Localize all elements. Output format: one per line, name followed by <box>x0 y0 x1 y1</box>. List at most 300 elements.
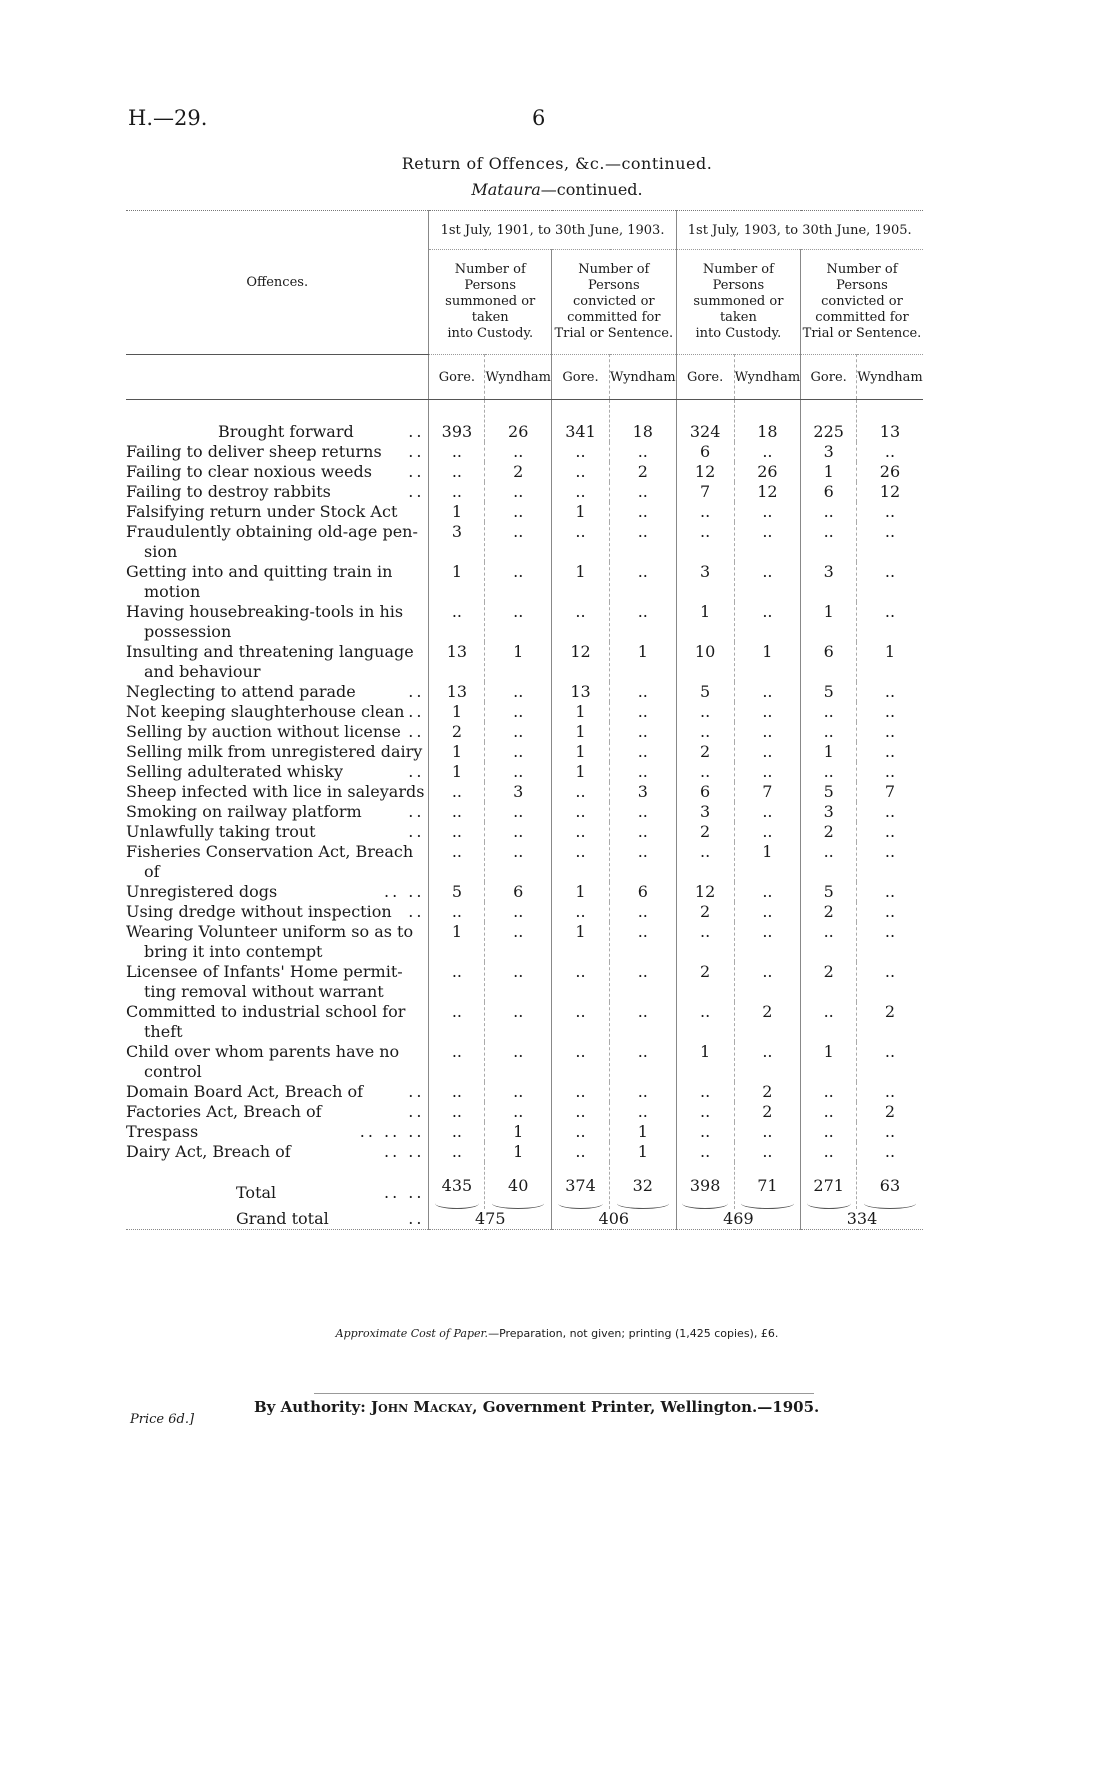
offences-header: Offences. <box>126 211 429 355</box>
count-cell: .. <box>734 502 801 522</box>
col-wyndham-convicted-2: Wyndham <box>857 355 923 400</box>
dot-leader <box>397 502 424 522</box>
table-row <box>126 1002 923 1042</box>
count-cell: .. <box>734 742 801 762</box>
count-cell: .. <box>857 1122 923 1142</box>
count-cell: 5 <box>801 882 857 902</box>
count-cell: .. <box>734 722 801 742</box>
col-wyndham-summoned-1: Wyndham <box>485 355 552 400</box>
count-cell: 3 <box>676 562 734 602</box>
count-cell: 2 <box>676 962 734 1002</box>
count-cell: .. <box>676 762 734 782</box>
count-cell: .. <box>552 442 610 462</box>
offence-cell <box>126 762 429 782</box>
count-cell: .. <box>676 702 734 722</box>
count-cell: 6 <box>610 882 677 902</box>
table-row <box>126 722 923 742</box>
count-cell: .. <box>429 602 485 642</box>
offence-cell <box>126 1142 429 1162</box>
subtitle-suffix: —continued. <box>540 180 643 199</box>
offence-cell <box>126 742 429 762</box>
count-cell: .. <box>734 922 801 962</box>
count-cell: .. <box>734 702 801 722</box>
offence-label: Wearing Volunteer uniform so as to <box>126 922 414 941</box>
count-cell: 1 <box>429 562 485 602</box>
count-cell: .. <box>485 1002 552 1042</box>
offence-cell <box>126 882 429 902</box>
offence-label: Child over whom parents have no <box>126 1042 400 1061</box>
offence-label: Licensee of Infants' Home permit- <box>126 962 403 981</box>
convicted-header-2: Number of Persons convicted or committed for Trial or Sentence. <box>801 250 923 355</box>
offence-label-continuation: possession <box>144 622 232 641</box>
cost-note-label: Approximate Cost of Paper. <box>335 1327 489 1340</box>
count-cell: .. <box>801 502 857 522</box>
count-cell: 3 <box>429 522 485 562</box>
authority-prefix: By Authority: <box>254 1398 366 1416</box>
count-cell: 2 <box>676 902 734 922</box>
count-cell: .. <box>552 462 610 482</box>
count-cell: .. <box>801 522 857 562</box>
count-cell: 1 <box>676 1042 734 1082</box>
offence-label-continuation: ting removal without warrant <box>144 982 384 1001</box>
count-cell: 3 <box>801 442 857 462</box>
subtitle-district: Mataura <box>471 180 541 199</box>
count-cell: .. <box>676 1082 734 1102</box>
count-cell: 2 <box>801 902 857 922</box>
count-cell: .. <box>485 822 552 842</box>
count-cell: 2 <box>857 1002 923 1042</box>
count-cell: 2 <box>429 722 485 742</box>
offence-label: Failing to deliver sheep returns <box>126 442 382 461</box>
offence-label: Insulting and threatening language <box>126 642 414 661</box>
count-cell: .. <box>857 762 923 782</box>
count-cell: .. <box>552 1122 610 1142</box>
count-cell: .. <box>429 1102 485 1122</box>
offences-table <box>126 210 923 1230</box>
count-cell: 7 <box>676 482 734 502</box>
count-cell: .. <box>485 902 552 922</box>
count-cell: .. <box>801 842 857 882</box>
count-cell: .. <box>552 782 610 802</box>
count-cell: 3 <box>801 802 857 822</box>
offence-cell <box>126 902 429 922</box>
offence-label-continuation: bring it into contempt <box>144 942 323 961</box>
count-cell: .. <box>610 822 677 842</box>
offence-label-continuation: control <box>144 1062 202 1081</box>
count-cell: 2 <box>610 462 677 482</box>
dot-leader: .. <box>408 762 425 781</box>
col-wyndham-convicted-1: Wyndham <box>610 355 677 400</box>
count-cell: .. <box>734 562 801 602</box>
count-cell: .. <box>801 1122 857 1142</box>
total-value: 63 <box>857 1162 923 1209</box>
count-cell: 5 <box>801 682 857 702</box>
count-cell: .. <box>610 482 677 502</box>
count-cell: 2 <box>676 822 734 842</box>
count-cell: .. <box>429 902 485 922</box>
count-cell: 324 <box>676 400 734 443</box>
count-cell: 12 <box>676 462 734 482</box>
table-row <box>126 1142 923 1162</box>
count-cell: .. <box>610 1042 677 1082</box>
count-cell: .. <box>485 602 552 642</box>
dot-leader: .. <box>408 442 425 461</box>
count-cell: 1 <box>552 722 610 742</box>
total-row <box>126 1162 923 1209</box>
dot-leader: .. <box>408 682 425 701</box>
count-cell: 1 <box>801 1042 857 1082</box>
count-cell: .. <box>676 502 734 522</box>
grand-total-value: 406 <box>552 1209 677 1230</box>
table-row <box>126 962 923 1002</box>
offence-label: Dairy Act, Breach of <box>126 1142 291 1161</box>
count-cell: .. <box>801 722 857 742</box>
page-reference: H.—29. <box>128 106 208 130</box>
count-cell: .. <box>552 482 610 502</box>
count-cell: .. <box>801 1082 857 1102</box>
count-cell: .. <box>429 842 485 882</box>
count-cell: .. <box>485 682 552 702</box>
count-cell: 3 <box>676 802 734 822</box>
count-cell: 1 <box>552 762 610 782</box>
dot-leader: .. <box>408 1102 425 1121</box>
grand-total-label: Grand total <box>236 1209 329 1228</box>
count-cell: .. <box>485 762 552 782</box>
dot-leader <box>399 1042 424 1062</box>
table-row <box>126 802 923 822</box>
offence-cell <box>126 1002 429 1042</box>
count-cell: .. <box>485 1082 552 1102</box>
summoned-header-2: Number of Persons summoned or taken into Custody. <box>676 250 801 355</box>
dot-leader: .. <box>408 802 425 821</box>
count-cell: .. <box>857 742 923 762</box>
dot-leader: .. <box>408 822 425 841</box>
count-cell: 18 <box>734 400 801 443</box>
count-cell: .. <box>734 902 801 922</box>
total-leader: .. .. <box>384 1182 425 1202</box>
count-cell: 1 <box>552 562 610 602</box>
count-cell: 1 <box>552 922 610 962</box>
offence-label: Committed to industrial school for <box>126 1002 406 1021</box>
offence-label: Neglecting to attend parade <box>126 682 356 701</box>
offence-cell <box>126 822 429 842</box>
count-cell: 6 <box>676 782 734 802</box>
offence-cell <box>126 702 429 722</box>
count-cell: 2 <box>801 962 857 1002</box>
offence-cell <box>126 602 429 642</box>
document-subtitle <box>0 180 1114 199</box>
count-cell: 26 <box>734 462 801 482</box>
offence-cell <box>126 722 429 742</box>
document-title: Return of Offences, &c.—continued. <box>401 154 713 173</box>
offence-cell <box>126 562 429 602</box>
count-cell: .. <box>857 702 923 722</box>
offence-label: Unlawfully taking trout <box>126 822 316 841</box>
offence-label: Selling adulterated whisky <box>126 762 343 781</box>
count-cell: .. <box>429 962 485 1002</box>
col-gore-summoned-1: Gore. <box>429 355 485 400</box>
count-cell: 1 <box>429 762 485 782</box>
count-cell: .. <box>857 962 923 1002</box>
count-cell: .. <box>676 1002 734 1042</box>
count-cell: .. <box>610 522 677 562</box>
count-cell: .. <box>485 1042 552 1082</box>
count-cell: 341 <box>552 400 610 443</box>
offences-table-body <box>126 400 923 1163</box>
total-label: Total <box>236 1182 277 1202</box>
count-cell: 1 <box>552 882 610 902</box>
offence-cell <box>126 502 429 522</box>
table-row <box>126 602 923 642</box>
dot-leader <box>414 642 425 662</box>
table-row <box>126 462 923 482</box>
dot-leader <box>413 842 424 862</box>
offence-label-continuation: and behaviour <box>144 662 261 681</box>
count-cell: 1 <box>552 742 610 762</box>
table-row <box>126 562 923 602</box>
table-row <box>126 1122 923 1142</box>
count-cell: 18 <box>610 400 677 443</box>
table-row <box>126 782 923 802</box>
count-cell: .. <box>734 802 801 822</box>
grand-total-label-cell <box>126 1209 429 1230</box>
count-cell: .. <box>857 442 923 462</box>
table-row <box>126 1082 923 1102</box>
count-cell: .. <box>801 702 857 722</box>
count-cell: 5 <box>801 782 857 802</box>
count-cell: .. <box>734 602 801 642</box>
count-cell: .. <box>676 1122 734 1142</box>
count-cell: .. <box>485 742 552 762</box>
count-cell: .. <box>734 762 801 782</box>
grand-total-value: 475 <box>429 1209 552 1230</box>
count-cell: .. <box>485 442 552 462</box>
count-cell: .. <box>485 522 552 562</box>
count-cell: .. <box>552 522 610 562</box>
count-cell: .. <box>734 1142 801 1162</box>
count-cell: .. <box>610 802 677 822</box>
count-cell: 1 <box>857 642 923 682</box>
count-cell: .. <box>429 822 485 842</box>
offence-label-continuation: theft <box>144 1022 183 1041</box>
offence-label: Smoking on railway platform <box>126 802 362 821</box>
count-cell: .. <box>485 922 552 962</box>
count-cell: .. <box>676 922 734 962</box>
count-cell: .. <box>857 822 923 842</box>
count-cell: 3 <box>610 782 677 802</box>
offence-label: Using dredge without inspection <box>126 902 392 921</box>
count-cell: 3 <box>801 562 857 602</box>
count-cell: .. <box>857 902 923 922</box>
count-cell: .. <box>676 842 734 882</box>
count-cell: 2 <box>734 1002 801 1042</box>
count-cell: .. <box>610 962 677 1002</box>
count-cell: 26 <box>857 462 923 482</box>
count-cell: .. <box>429 462 485 482</box>
count-cell: 13 <box>429 642 485 682</box>
count-cell: .. <box>552 802 610 822</box>
table-row <box>126 522 923 562</box>
count-cell: .. <box>857 682 923 702</box>
count-cell: .. <box>857 562 923 602</box>
count-cell: 26 <box>485 400 552 443</box>
count-cell: .. <box>552 602 610 642</box>
count-cell: .. <box>429 1122 485 1142</box>
count-cell: .. <box>552 902 610 922</box>
dot-leader: .. <box>408 702 425 721</box>
count-cell: .. <box>429 1042 485 1082</box>
count-cell: .. <box>552 842 610 882</box>
table-row <box>126 482 923 502</box>
count-cell: 1 <box>610 1142 677 1162</box>
total-value: 374 <box>552 1162 610 1209</box>
dot-leader <box>392 562 424 582</box>
table-row <box>126 902 923 922</box>
count-cell: .. <box>857 1142 923 1162</box>
dot-leader: .. .. .. <box>359 1122 425 1141</box>
count-cell: .. <box>552 1002 610 1042</box>
count-cell: .. <box>734 882 801 902</box>
offence-label: Failing to destroy rabbits <box>126 482 331 501</box>
dot-leader: .. <box>408 722 425 741</box>
summoned-header-1: Number of Persons summoned or taken into Custody. <box>429 250 552 355</box>
total-value: 71 <box>734 1162 801 1209</box>
count-cell: .. <box>429 1002 485 1042</box>
count-cell: 1 <box>676 602 734 642</box>
count-cell: 12 <box>676 882 734 902</box>
count-cell: .. <box>610 742 677 762</box>
count-cell: .. <box>485 502 552 522</box>
count-cell: 1 <box>734 642 801 682</box>
count-cell: 10 <box>676 642 734 682</box>
offence-label: Selling by auction without license <box>126 722 401 741</box>
count-cell: 1 <box>429 742 485 762</box>
count-cell: .. <box>857 602 923 642</box>
count-cell: .. <box>485 722 552 742</box>
count-cell: .. <box>485 482 552 502</box>
count-cell: .. <box>610 562 677 602</box>
count-cell: 12 <box>552 642 610 682</box>
dot-leader: .. <box>408 482 425 501</box>
count-cell: 1 <box>429 922 485 962</box>
count-cell: 1 <box>801 462 857 482</box>
count-cell: 1 <box>552 502 610 522</box>
offence-label-continuation: motion <box>144 582 201 601</box>
page-number: 6 <box>532 106 546 130</box>
count-cell: 6 <box>676 442 734 462</box>
table-row <box>126 1102 923 1122</box>
count-cell: 1 <box>734 842 801 882</box>
count-cell: 1 <box>429 702 485 722</box>
offence-label: Selling milk from unregistered dairy <box>126 742 423 761</box>
dot-leader: .. .. <box>384 882 425 901</box>
offence-label: Domain Board Act, Breach of <box>126 1082 364 1101</box>
count-cell: 12 <box>734 482 801 502</box>
count-cell: .. <box>429 802 485 822</box>
count-cell: .. <box>485 1102 552 1122</box>
count-cell: 6 <box>801 482 857 502</box>
offence-label: Unregistered dogs <box>126 882 278 901</box>
grand-total-row <box>126 1209 923 1230</box>
count-cell: 3 <box>485 782 552 802</box>
count-cell: .. <box>857 882 923 902</box>
offence-label: Falsifying return under Stock Act <box>126 502 398 521</box>
count-cell: 2 <box>857 1102 923 1122</box>
total-value: 40 <box>485 1162 552 1209</box>
count-cell: 1 <box>485 1142 552 1162</box>
count-cell: 1 <box>485 642 552 682</box>
dot-leader: .. <box>408 1082 425 1101</box>
offences-header-spacer <box>126 355 429 400</box>
count-cell: 2 <box>801 822 857 842</box>
offence-cell <box>126 462 429 482</box>
count-cell: .. <box>857 1082 923 1102</box>
offence-label: Factories Act, Breach of <box>126 1102 322 1121</box>
table-row <box>126 922 923 962</box>
count-cell: .. <box>734 1122 801 1142</box>
count-cell: 5 <box>429 882 485 902</box>
count-cell: .. <box>429 442 485 462</box>
count-cell: 13 <box>552 682 610 702</box>
offence-cell <box>126 442 429 462</box>
col-gore-convicted-2: Gore. <box>801 355 857 400</box>
count-cell: 12 <box>857 482 923 502</box>
count-cell: .. <box>801 1142 857 1162</box>
table-row <box>126 442 923 462</box>
count-cell: .. <box>676 522 734 562</box>
count-cell: .. <box>610 902 677 922</box>
offence-label: Fisheries Conservation Act, Breach <box>126 842 414 861</box>
count-cell: .. <box>734 442 801 462</box>
count-cell: 2 <box>734 1102 801 1122</box>
dot-leader <box>418 522 425 542</box>
count-cell: .. <box>610 442 677 462</box>
offence-cell <box>126 802 429 822</box>
dot-leader: .. <box>408 462 425 481</box>
count-cell: .. <box>857 522 923 562</box>
count-cell: .. <box>857 922 923 962</box>
count-cell: 2 <box>676 742 734 762</box>
count-cell: 1 <box>801 742 857 762</box>
offence-label: Brought forward <box>218 422 354 441</box>
offence-label: Failing to clear noxious weeds <box>126 462 372 481</box>
dot-leader <box>413 922 424 942</box>
offence-cell <box>126 1102 429 1122</box>
total-value: 435 <box>429 1162 485 1209</box>
count-cell: 6 <box>801 642 857 682</box>
total-value: 271 <box>801 1162 857 1209</box>
count-cell: .. <box>610 702 677 722</box>
table-row <box>126 762 923 782</box>
count-cell: .. <box>485 562 552 602</box>
offence-cell <box>126 522 429 562</box>
count-cell: .. <box>610 1002 677 1042</box>
count-cell: .. <box>429 782 485 802</box>
count-cell: .. <box>734 1042 801 1082</box>
authority-rule <box>314 1393 814 1394</box>
table-row <box>126 642 923 682</box>
authority-line <box>254 1398 819 1416</box>
count-cell: 5 <box>676 682 734 702</box>
count-cell: 1 <box>485 1122 552 1142</box>
count-cell: .. <box>610 842 677 882</box>
count-cell: .. <box>485 802 552 822</box>
count-cell: .. <box>610 602 677 642</box>
offence-label-continuation: sion <box>144 542 178 561</box>
total-value: 398 <box>676 1162 734 1209</box>
offence-cell <box>126 1042 429 1082</box>
period-2-header: 1st July, 1903, to 30th June, 1905. <box>676 211 923 250</box>
